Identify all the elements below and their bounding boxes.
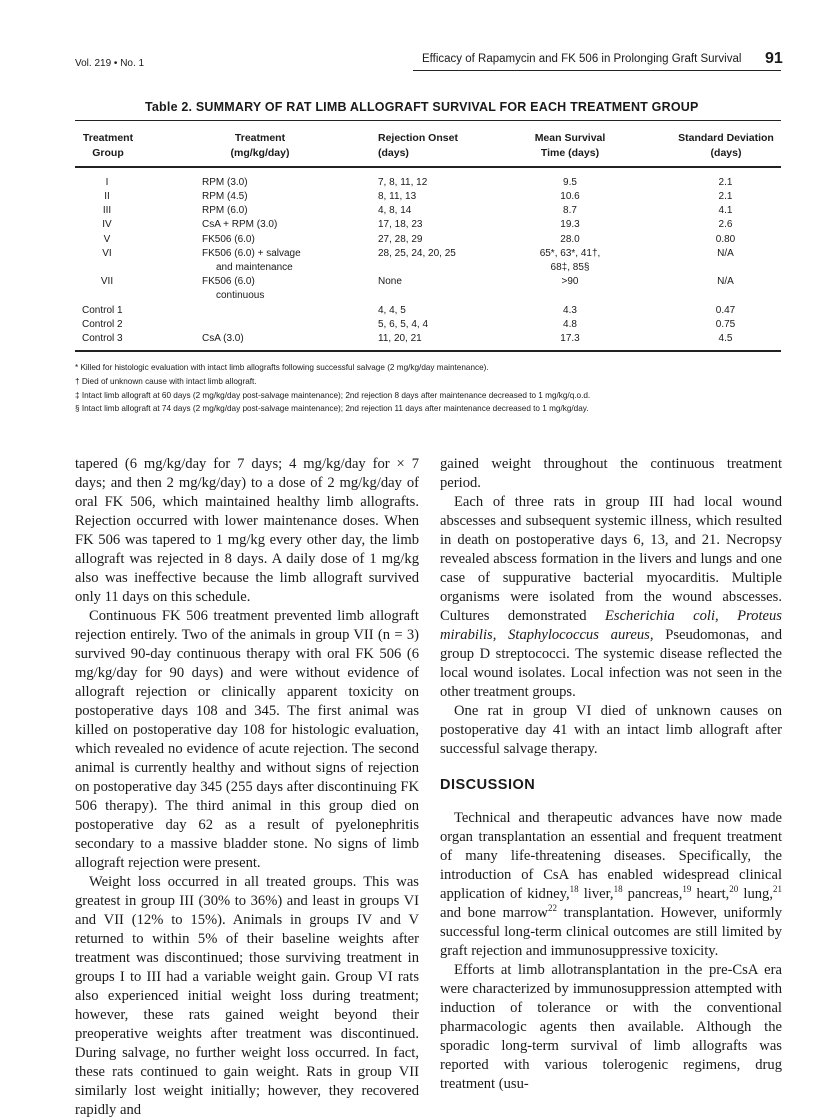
table-bottom-rule <box>75 350 781 352</box>
paragraph: Each of three rats in group III had local wound abscesses and subsequent systemic illness, which resulted in death on postoperative days 6, 13, and 21. Necropsy revealed abscess formation in the livers and lungs and one case of suppurative bacterial myocarditis. Multiple organisms were isolated from the wound abscesses. Cultures demonstrated Escherichia coli, Proteus mirabilis, Staphylococcus aureus, Pseudomonas, and group D streptococci. The systemic disease reflected the local wound isolates. Local infection was not seen in the other treatment groups. <box>440 494 782 700</box>
table-footnote: * Killed for histologic evaluation with intact limb allografts following successful salvage (2 mg/kg/day maintenance). <box>75 363 489 372</box>
paragraph: Technical and therapeutic advances have now made organ transplantation an essential and frequent treatment of many life-threatening diseases. Specifically, the introduction of CsA has enabled widespread clinical application of kidney,$^{18}$ liver,$^{18}$ pancreas,$^{19}$ heart,$^{20}$ lung,$^{21}$ and bone marrow$^{22}$ transplantation. However, uniformly successful long-term clinical outcomes are still limited by graft rejection and immunosuppressive toxicity. <box>440 810 783 959</box>
running-title: Efficacy of Rapamycin and FK 506 in Prolonging Graft Survival <box>422 53 742 65</box>
right-text-column <box>440 455 782 1094</box>
citation: 18 <box>569 884 579 895</box>
citation: 21 <box>773 884 782 895</box>
table-footnote: ‡ Intact limb allograft at 60 days (2 mg/kg/day post-salvage maintenance); 2nd rejection 8 days after maintenance decreased to 1 mg/kg/q.o.d. <box>75 391 591 400</box>
citation: 19 <box>682 884 692 895</box>
organism-names: Escherichia coli, Proteus mirabilis, Staphylococcus aureus, <box>440 608 782 643</box>
paragraph: gained weight throughout the continuous treatment period. <box>440 456 782 491</box>
section-heading-discussion: DISCUSSION <box>440 777 536 793</box>
header-group: Treatment Group <box>82 132 134 159</box>
page-number: 91 <box>765 50 783 67</box>
header-standard-deviation: Standard Deviation (days) <box>678 132 774 159</box>
table-footnote: § Intact limb allograft at 74 days (2 mg/kg/day post-salvage maintenance); 2nd rejection 11 days after maintenance decreased to 1 mg/kg/day. <box>75 404 589 413</box>
volume-label: Vol. 219 • No. 1 <box>75 58 145 69</box>
left-text-column <box>75 455 419 1120</box>
header-rule <box>413 70 781 71</box>
citation: 18 <box>613 884 623 895</box>
header-mean-survival: Mean Survival Time (days) <box>534 132 606 159</box>
table-footnote: † Died of unknown cause with intact limb allograft. <box>75 377 257 386</box>
citation: 22 <box>547 903 557 914</box>
table-title: Table 2. SUMMARY OF RAT LIMB ALLOGRAFT SURVIVAL FOR EACH TREATMENT GROUP <box>145 100 699 114</box>
table-header-rule <box>75 166 781 168</box>
paragraph: Efforts at limb allotransplantation in the pre-CsA era were characterized by immunosuppression attempted with induction of tolerance or with the conventional pharmacologic agents then available. Although the sporadic long-term survival of limb allografts was reported with various tolerogenic regimens, drug treatment (usu- <box>440 962 782 1092</box>
paragraph: One rat in group VI died of unknown causes on postoperative day 41 with an intact limb allograft after successful salvage therapy. <box>440 703 782 757</box>
paragraph: Continuous FK 506 treatment prevented limb allograft rejection entirely. Two of the animals in group VII (n = 3) survived 90-day continuous therapy with oral FK 506 (6 mg/kg/day for 90 days) and were without evidence of allograft rejection or clinically apparent toxicity on postoperative days 108 and 345. The first animal was killed on postoperative day 108 for histologic evaluation, which revealed no evidence of acute rejection. The second animal is currently healthy and without signs of rejection on postoperative day 345 (255 days after discontinuing FK 506 therapy). The third animal in this group died on postoperative day 62 as a result of pyelonephritis secondary to a massive bladder stone. No signs of limb allograft rejection were present. <box>75 608 419 871</box>
header-rejection-onset: Rejection Onset (days) <box>378 132 458 159</box>
table-top-rule <box>75 120 781 121</box>
paragraph: Weight loss occurred in all treated groups. This was greatest in group III (30% to 36%) and least in groups VI and VII (12% to 15%). Animals in groups IV and V returned to within 5% of their baseline weights after treatment was discontinued; those surviving treatment in groups I to III had a variable weight gain. Group VI rats also experienced initial weight loss during treatment; however, these rats gained weight beyond their preoperative weights after treatment was discontinued. During salvage, no further weight loss occurred. In fact, these rats continued to gain weight. Rats in group VII similarly lost weight initially; however, they recovered rapidly and <box>75 874 419 1118</box>
header-treatment: Treatment (mg/kg/day) <box>230 132 290 159</box>
paragraph: tapered (6 mg/kg/day for 7 days; 4 mg/kg/day for × 7 days; and then 2 mg/kg/day) to a dose of 2 mg/kg/day of oral FK 506, which maintained healthy limb allografts. Rejection occurred with lower maintenance doses. When FK 506 was tapered to 1 mg/kg every other day, the limb allograft was rejected in 8 days. A daily dose of 1 mg/kg also was ineffective because the limb allograft survived only 11 days on this schedule. <box>75 456 419 605</box>
citation: 20 <box>729 884 739 895</box>
